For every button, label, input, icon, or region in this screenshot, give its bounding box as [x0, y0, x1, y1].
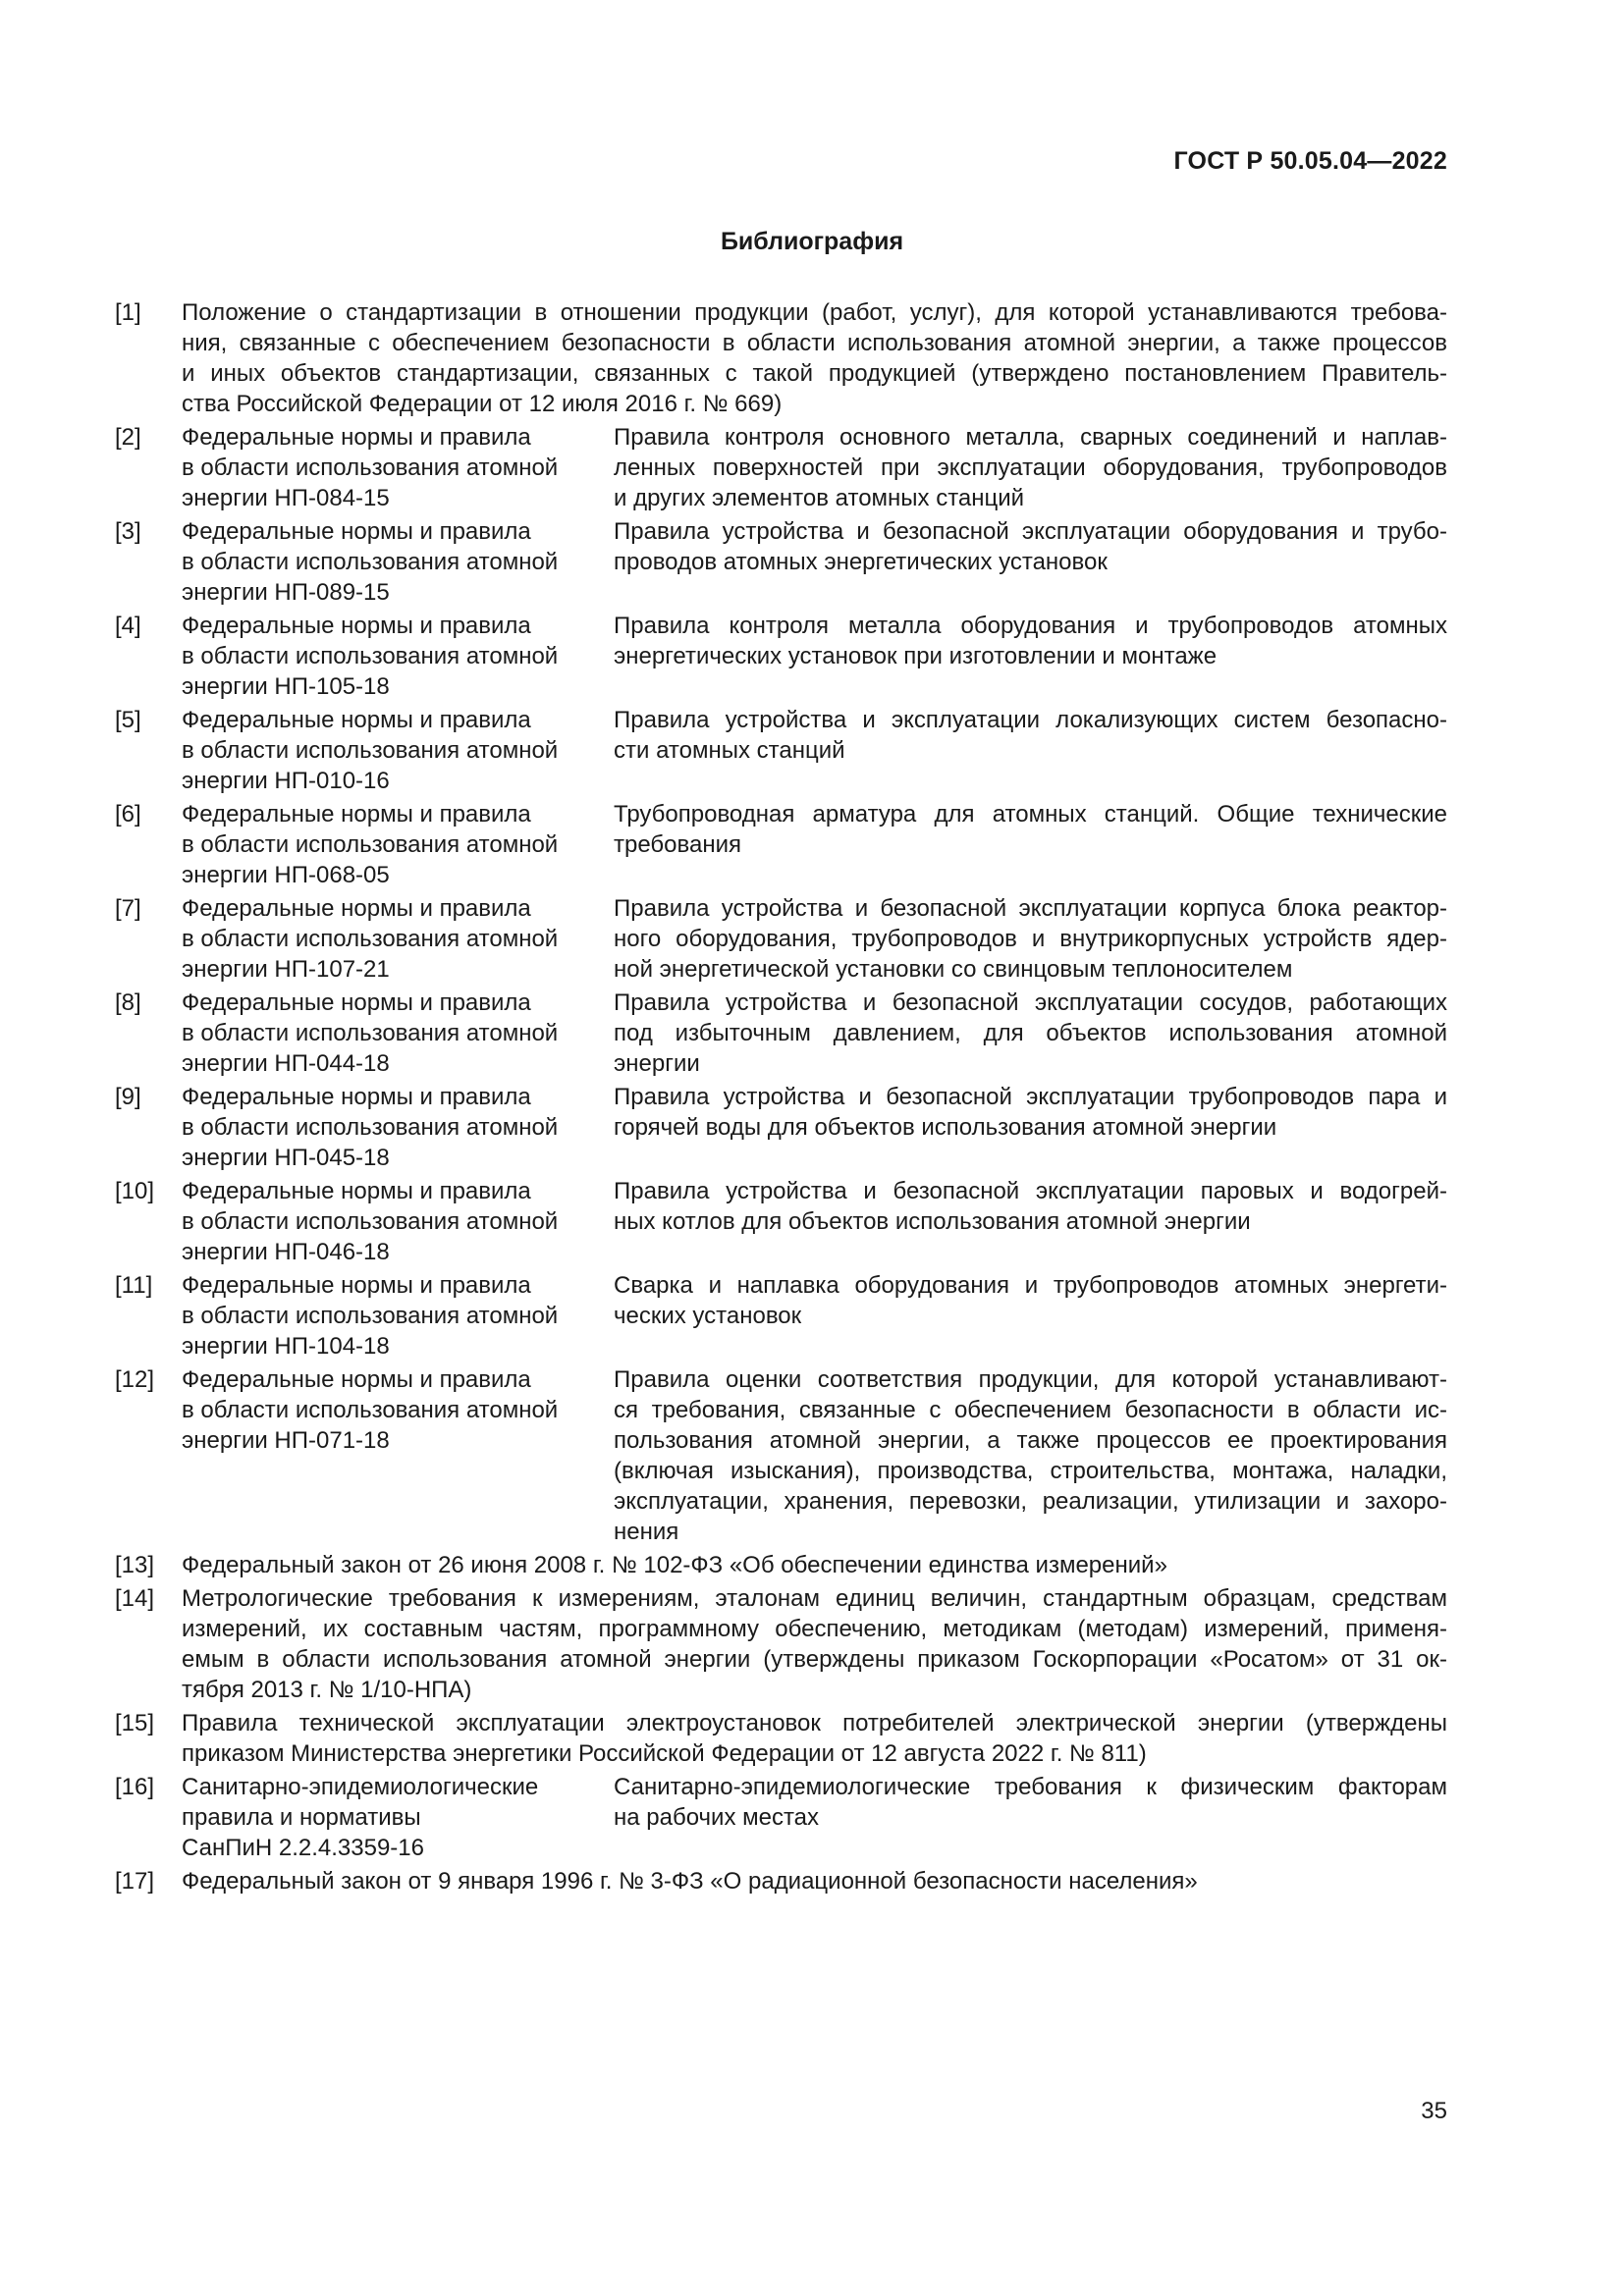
entry-document-line: энергии НП-089-15 [182, 579, 390, 606]
entry-description [614, 1364, 1447, 1547]
entry-number: [9] [115, 1084, 141, 1110]
entry-document-line: энергии НП-084-15 [182, 485, 390, 511]
entry-description-line: Правила контроля основного металла, сварных соединений и наплав- [614, 424, 1447, 451]
entry-document-line: в области использования атомной [182, 454, 559, 481]
bibliography-entry [115, 1708, 1447, 1769]
entry-text [182, 1866, 1447, 1896]
entry-text-line: Федеральный закон от 9 января 1996 г. № 3-ФЗ «О радиационной безопасности населения» [182, 1868, 1198, 1895]
entry-document-name [182, 611, 614, 702]
entry-text-line: емым в области использования атомной энергии (утверждены приказом Госкорпорации «Росатом» от 31 ок- [182, 1646, 1447, 1673]
entry-description-line: горячей воды для объектов использования атомной энергии [614, 1114, 1277, 1141]
entry-document-line: Федеральные нормы и правила [182, 895, 531, 922]
entry-description-line: Правила устройства и безопасной эксплуатации оборудования и трубо- [614, 518, 1447, 545]
entry-description [614, 516, 1447, 608]
entry-document-line: СанПиН 2.2.4.3359-16 [182, 1835, 424, 1861]
entry-text [182, 1550, 1447, 1580]
bibliography-entry [115, 516, 1447, 608]
entry-description-line: ной энергетической установки со свинцовым теплоносителем [614, 956, 1293, 983]
entry-number: [8] [115, 989, 141, 1016]
entry-description [614, 611, 1447, 702]
entry-description [614, 422, 1447, 513]
bibliography-entry [115, 297, 1447, 419]
bibliography-list [115, 297, 1447, 1899]
entry-document-line: в области использования атомной [182, 549, 559, 575]
entry-document-line: в области использования атомной [182, 1208, 559, 1235]
entry-document-line: Федеральные нормы и правила [182, 1084, 531, 1110]
entry-description-line: под избыточным давлением, для объектов использования атомной [614, 1020, 1447, 1046]
bibliography-entry [115, 1270, 1447, 1362]
entry-document-line: Санитарно-эпидемиологические [182, 1774, 539, 1800]
entry-description [614, 893, 1447, 985]
entry-document-line: энергии НП-046-18 [182, 1239, 390, 1265]
entry-number: [7] [115, 895, 141, 922]
entry-number: [16] [115, 1774, 155, 1800]
entry-description-line: Правила устройства и безопасной эксплуатации паровых и водогрей- [614, 1178, 1447, 1204]
entry-description-line: ся требования, связанные с обеспечением безопасности в области ис- [614, 1397, 1447, 1423]
entry-document-line: Федеральные нормы и правила [182, 989, 531, 1016]
entry-document-line: энергии НП-104-18 [182, 1333, 390, 1360]
entry-document-name [182, 988, 614, 1079]
bibliography-entry [115, 611, 1447, 702]
entry-document-line: энергии НП-068-05 [182, 862, 390, 888]
bibliography-entry [115, 893, 1447, 985]
entry-description-line: Трубопроводная арматура для атомных станций. Общие технические [614, 801, 1447, 828]
bibliography-entry [115, 705, 1447, 796]
bibliography-entry [115, 1866, 1447, 1896]
entry-number: [1] [115, 299, 141, 326]
entry-document-name [182, 1270, 614, 1362]
entry-document-line: Федеральные нормы и правила [182, 1178, 531, 1204]
entry-description-line: эксплуатации, хранения, перевозки, реализации, утилизации и захоро- [614, 1488, 1447, 1515]
entry-description-line: энергетических установок при изготовлении и монтаже [614, 643, 1218, 669]
entry-number: [17] [115, 1868, 155, 1895]
bibliography-entry [115, 422, 1447, 513]
entry-description-line: ных котлов для объектов использования атомной энергии [614, 1208, 1251, 1235]
entry-document-line: Федеральные нормы и правила [182, 613, 531, 639]
entry-description-line: и других элементов атомных станций [614, 485, 1025, 511]
bibliography-entry [115, 1176, 1447, 1267]
entry-number: [10] [115, 1178, 155, 1204]
entry-description-line: требования [614, 831, 741, 858]
entry-description-line: Правила устройства и безопасной эксплуатации корпуса блока реактор- [614, 895, 1447, 922]
entry-number: [11] [115, 1272, 153, 1299]
bibliography-entry [115, 1583, 1447, 1705]
entry-text-line: ния, связанные с обеспечением безопасности в области использования атомной энергии, а также процессов [182, 330, 1447, 356]
entry-document-line: в области использования атомной [182, 926, 559, 952]
entry-document-line: Федеральные нормы и правила [182, 424, 531, 451]
bibliography-entry [115, 988, 1447, 1079]
entry-document-line: энергии НП-071-18 [182, 1427, 390, 1454]
entry-document-line: Федеральные нормы и правила [182, 707, 531, 733]
bibliography-entry [115, 1772, 1447, 1863]
entry-document-line: в области использования атомной [182, 1114, 559, 1141]
entry-document-name [182, 516, 614, 608]
entry-description [614, 1176, 1447, 1267]
entry-description-line: проводов атомных энергетических установок [614, 549, 1108, 575]
entry-document-name [182, 705, 614, 796]
entry-description-line: на рабочих местах [614, 1804, 820, 1831]
entry-description-line: сти атомных станций [614, 737, 845, 764]
entry-number: [13] [115, 1552, 155, 1578]
section-title: Библиография [720, 228, 904, 255]
entry-description-line: (включая изыскания), производства, строительства, монтажа, наладки, [614, 1458, 1447, 1484]
entry-document-name [182, 1364, 614, 1547]
standard-code: ГОСТ Р 50.05.04—2022 [1173, 147, 1447, 175]
entry-description-line: Сварка и наплавка оборудования и трубопроводов атомных энергети- [614, 1272, 1447, 1299]
entry-description [614, 799, 1447, 890]
entry-description [614, 1270, 1447, 1362]
entry-text-line: Федеральный закон от 26 июня 2008 г. № 102-ФЗ «Об обеспечении единства измерений» [182, 1552, 1167, 1578]
entry-document-line: Федеральные нормы и правила [182, 1366, 531, 1393]
entry-description-line: нения [614, 1519, 679, 1545]
entry-number: [3] [115, 518, 141, 545]
entry-description-line: Правила контроля металла оборудования и трубопроводов атомных [614, 613, 1447, 639]
entry-text-line: измерений, их составным частям, программному обеспечению, методикам (методам) измерений, применя- [182, 1616, 1447, 1642]
entry-number: [6] [115, 801, 141, 828]
entry-description-line: ленных поверхностей при эксплуатации оборудования, трубопроводов [614, 454, 1447, 481]
entry-document-name [182, 422, 614, 513]
entry-document-line: в области использования атомной [182, 831, 559, 858]
entry-document-line: в области использования атомной [182, 737, 559, 764]
bibliography-entry [115, 799, 1447, 890]
entry-description [614, 988, 1447, 1079]
entry-number: [4] [115, 613, 141, 639]
entry-description-line: Правила оценки соответствия продукции, для которой устанавливают- [614, 1366, 1447, 1393]
entry-text [182, 297, 1447, 419]
entry-text-line: Правила технической эксплуатации электроустановок потребителей электрической энергии (утверждены [182, 1710, 1447, 1736]
entry-text-line: ства Российской Федерации от 12 июля 2016 г. № 669) [182, 391, 783, 417]
entry-number: [15] [115, 1710, 155, 1736]
entry-document-line: энергии НП-010-16 [182, 768, 390, 794]
entry-description-line: Правила устройства и безопасной эксплуатации сосудов, работающих [614, 989, 1447, 1016]
entry-text [182, 1708, 1447, 1769]
entry-text-line: приказом Министерства энергетики Российской Федерации от 12 августа 2022 г. № 811) [182, 1740, 1147, 1767]
entry-document-name [182, 1176, 614, 1267]
entry-description [614, 1082, 1447, 1173]
entry-description-line: Санитарно-эпидемиологические требования к физическим факторам [614, 1774, 1447, 1800]
entry-description-line: пользования атомной энергии, а также процессов ее проектирования [614, 1427, 1447, 1454]
entry-text-line: Метрологические требования к измерениям, эталонам единиц величин, стандартным образцам, средствам [182, 1585, 1447, 1612]
entry-text [182, 1583, 1447, 1705]
bibliography-entry [115, 1082, 1447, 1173]
entry-document-name [182, 799, 614, 890]
entry-document-name [182, 893, 614, 985]
entry-description-line: Правила устройства и эксплуатации локализующих систем безопасно- [614, 707, 1447, 733]
entry-description [614, 705, 1447, 796]
entry-description-line: Правила устройства и безопасной эксплуатации трубопроводов пара и [614, 1084, 1447, 1110]
entry-description [614, 1772, 1447, 1863]
entry-text-line: и иных объектов стандартизации, связанных с такой продукцией (утверждено постановлением Правитель- [182, 360, 1447, 387]
entry-document-line: в области использования атомной [182, 1303, 559, 1329]
entry-document-line: в области использования атомной [182, 1397, 559, 1423]
bibliography-entry [115, 1364, 1447, 1547]
entry-description-line: ческих установок [614, 1303, 802, 1329]
entry-document-line: энергии НП-107-21 [182, 956, 390, 983]
entry-document-line: Федеральные нормы и правила [182, 1272, 531, 1299]
entry-document-line: Федеральные нормы и правила [182, 518, 531, 545]
entry-document-line: энергии НП-045-18 [182, 1145, 390, 1171]
entry-number: [5] [115, 707, 141, 733]
entry-document-line: Федеральные нормы и правила [182, 801, 531, 828]
entry-number: [2] [115, 424, 141, 451]
entry-document-line: энергии НП-044-18 [182, 1050, 390, 1077]
page-number: 35 [1421, 2098, 1447, 2124]
entry-text-line: тября 2013 г. № 1/10-НПА) [182, 1677, 472, 1703]
entry-document-line: правила и нормативы [182, 1804, 421, 1831]
entry-document-line: в области использования атомной [182, 643, 559, 669]
entry-description-line: энергии [614, 1050, 700, 1077]
entry-text-line: Положение о стандартизации в отношении продукции (работ, услуг), для которой устанавливаются требова- [182, 299, 1447, 326]
entry-document-name [182, 1772, 614, 1863]
bibliography-entry [115, 1550, 1447, 1580]
entry-number: [12] [115, 1366, 155, 1393]
entry-document-line: энергии НП-105-18 [182, 673, 390, 700]
entry-document-line: в области использования атомной [182, 1020, 559, 1046]
entry-description-line: ного оборудования, трубопроводов и внутрикорпусных устройств ядер- [614, 926, 1447, 952]
entry-number: [14] [115, 1585, 155, 1612]
entry-document-name [182, 1082, 614, 1173]
